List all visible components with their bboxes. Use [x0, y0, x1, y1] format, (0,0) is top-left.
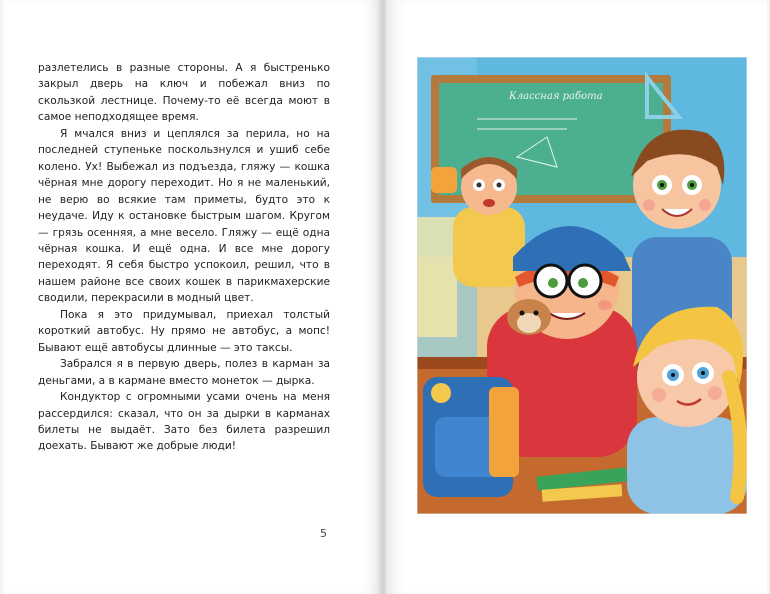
paragraph-4: Забрался я в первую дверь, полез в карман за деньгами, а в кармане вместо монеток — дырка.: [38, 358, 330, 387]
paragraph-3: Пока я это придумывал, приехал толстый короткий автобус. Ну прямо не автобус, а мопс! Бывают ещё автобусы длинные — это таксы.: [38, 308, 330, 354]
classroom-illustration: [417, 57, 747, 514]
paragraph-2: Я мчался вниз и цеплялся за перила, но на последней ступеньке поскользнулся и ушиб себе колено. Ух! Выбежал из подъезда, гляжу — кошка чёрная мне дорогу переходит. Но я не маленький, не верю во всякие там приметы, будто это к неудаче. Иду к остановке быстрым шагом. Кругом — грязь осенняя, а мне весело. Гляжу — ещё одна чёрная кошка. И ещё одна. И все мне дорогу переходят. Я себя быстро успокоил, решил, что в нашем районе все своих кошек в парикмахерские сводили, перекрасили в модный цвет.: [38, 127, 330, 305]
story-text: [38, 60, 330, 455]
backpack: [423, 377, 519, 497]
chalkboard-text: Классная работа: [509, 91, 603, 102]
page-number: 5: [320, 527, 327, 540]
paragraph-5: Кондуктор с огромными усами очень на меня рассердился: сказал, что он за дырки в карманах билеты не выдаёт. Зато без билета разрешил доехать. Бывают же добрые люди!: [38, 391, 330, 453]
paragraph-1: разлетелись в разные стороны. А я быстренько закрыл дверь на ключ и побежал вниз по скользкой лестнице. Почему-то её всегда моют в самое неподходящее время.: [38, 62, 330, 124]
